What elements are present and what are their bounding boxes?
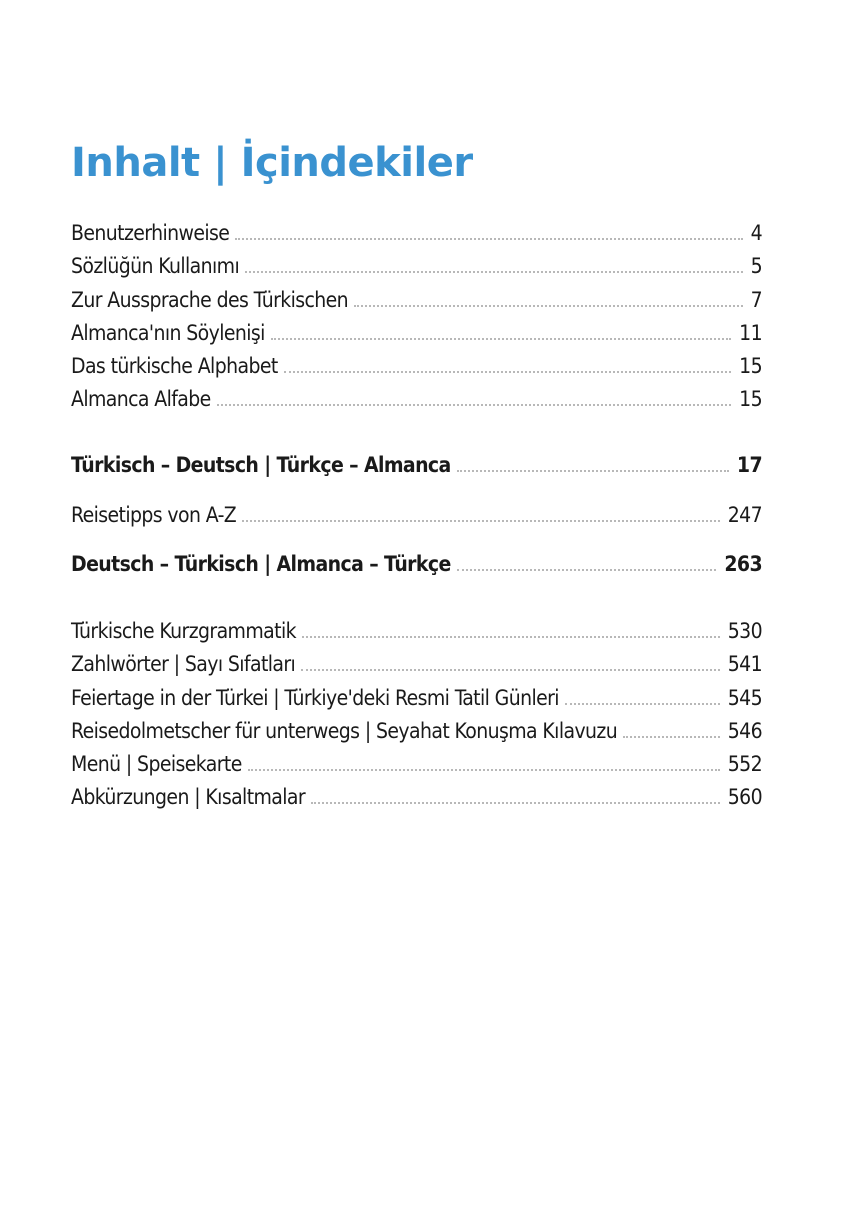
toc-entry-label: Feiertage in der Türkei | Türkiye'deki Resmi Tatil Günleri [71, 685, 559, 710]
toc-entry-label: Zahlwörter | Sayı Sıfatları [71, 652, 296, 677]
toc-section-entry [71, 552, 762, 585]
toc-page-number: 552 [727, 752, 762, 777]
dot-leader [354, 305, 743, 307]
toc-entry-label: Reisedolmetscher für unterwegs | Seyahat Konuşma Kılavuzu [71, 718, 618, 743]
toc-entry [71, 652, 762, 685]
toc-entry-label: Reisetipps von A-Z [71, 503, 237, 527]
toc-page-number: 15 [739, 387, 762, 412]
toc-group [71, 221, 762, 421]
page-title: Inhalt | İçindekiler [71, 140, 473, 186]
toc-entry-label: Sözlüğün Kullanımı [71, 254, 240, 279]
toc-entry [71, 686, 762, 719]
toc-entry [71, 719, 762, 752]
toc-entry-label: Deutsch – Türkisch | Almanca – Türkçe [71, 552, 451, 576]
dot-leader [457, 470, 729, 472]
dot-leader [235, 238, 742, 240]
toc-entry-label: Benutzerhinweise [71, 221, 230, 245]
dot-leader [248, 769, 720, 771]
toc-page-number: 15 [739, 354, 762, 379]
toc-section-entry [71, 453, 762, 486]
toc-entry [71, 752, 762, 785]
toc-entry-label: Zur Aussprache des Türkischen [71, 287, 349, 312]
toc-page-number: 11 [739, 320, 762, 345]
toc-entry [71, 354, 762, 387]
dot-leader [623, 736, 720, 738]
toc-page-number: 530 [727, 619, 762, 643]
dot-leader [284, 371, 731, 373]
dot-leader [271, 338, 731, 340]
toc-page-number: 541 [727, 652, 762, 677]
toc-entry-label: Türkische Kurzgrammatik [71, 619, 296, 643]
toc-page-number: 17 [736, 453, 762, 477]
toc-entry [71, 619, 762, 652]
toc-entry [71, 221, 762, 254]
toc-entry-label: Menü | Speisekarte [71, 752, 242, 777]
toc-group [71, 619, 762, 819]
toc-group [71, 552, 762, 585]
dot-leader [311, 802, 720, 804]
toc-entry-label: Almanca'nın Söylenişi [71, 320, 265, 345]
dot-leader [302, 636, 720, 638]
toc-page-number: 263 [724, 552, 762, 576]
toc-group [71, 503, 762, 536]
toc-entry-label: Almanca Alfabe [71, 387, 211, 412]
toc-entry-label: Abkürzungen | Kısaltmalar [71, 785, 306, 810]
toc-entry [71, 785, 762, 818]
toc-page-number: 4 [750, 221, 762, 245]
toc-group [71, 453, 762, 486]
toc-entry [71, 387, 762, 420]
toc-page-number: 560 [727, 785, 762, 810]
dot-leader [217, 404, 731, 406]
toc-page-number: 546 [727, 718, 762, 743]
toc-page-number: 545 [727, 685, 762, 710]
toc-entry-label: Türkisch – Deutsch | Türkçe – Almanca [71, 453, 451, 477]
toc-entry [71, 254, 762, 287]
toc-entry [71, 288, 762, 321]
dot-leader [242, 520, 720, 522]
toc-entry [71, 503, 762, 536]
toc-page-number: 247 [727, 503, 762, 527]
dot-leader [457, 569, 717, 571]
toc-page-number: 7 [750, 287, 762, 312]
dot-leader [565, 703, 720, 705]
toc-entry [71, 321, 762, 354]
dot-leader [245, 271, 742, 273]
toc-entry-label: Das türkische Alphabet [71, 354, 278, 379]
dot-leader [301, 669, 720, 671]
toc-page-number: 5 [750, 254, 762, 279]
